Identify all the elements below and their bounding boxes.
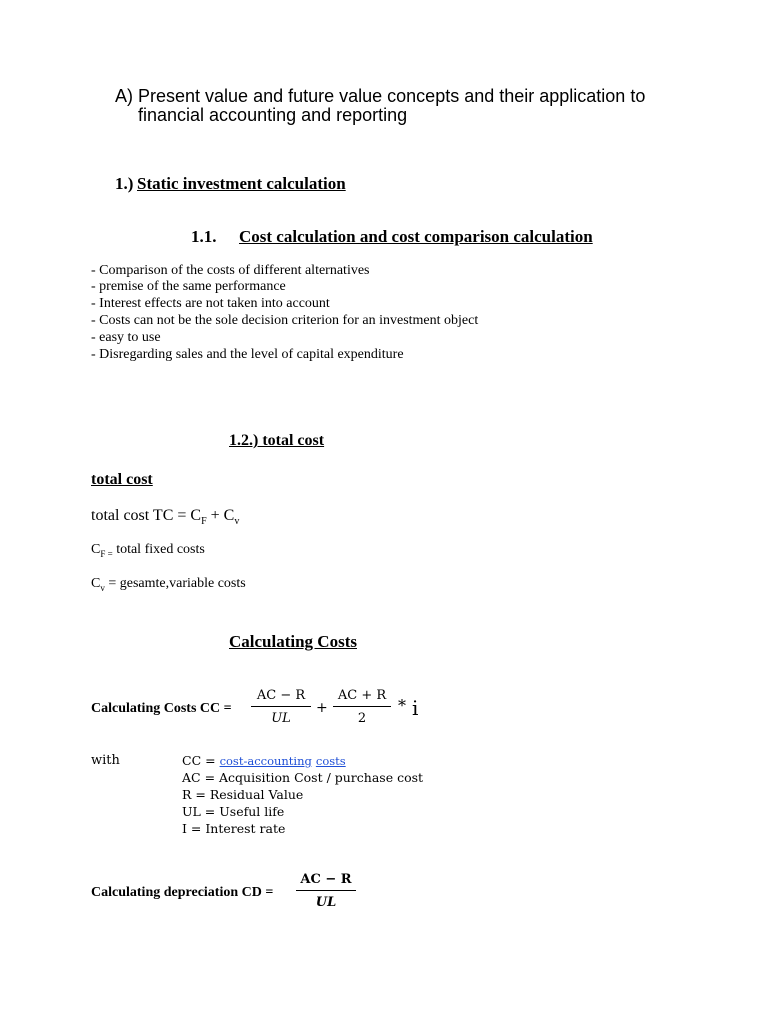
plus-sign: + [316,700,328,716]
definition-i: I = Interest rate [182,821,286,836]
cf-symbol: C [91,542,101,557]
cv-sub: v [100,582,105,593]
fraction-bar [251,706,311,707]
bullet-item: - Comparison of the costs of different alternatives [91,263,370,278]
interest-symbol: i [412,696,419,720]
heading-line-2: financial accounting and reporting [138,105,408,125]
fraction-denominator: UL [315,895,337,910]
depreciation-formula-label: Calculating depreciation CD = [91,885,274,900]
cv-symbol: C [91,576,101,591]
fraction-numerator: AC − R [256,688,306,703]
section-1-title: Static investment calculation [137,174,346,193]
cv-text: = gesamte,variable costs [104,576,246,591]
section-1-2-title: 1.2.) total cost [229,432,325,449]
fraction-bar [296,890,356,891]
fraction-depreciation [296,872,356,910]
multiply-sign: * [398,696,406,715]
section-1-number: 1.) [115,174,134,193]
fraction-ac-minus-r-over-ul [251,688,311,726]
total-cost-formula [91,507,239,527]
calculating-costs-title: Calculating Costs [229,632,357,651]
fraction-denominator: UL [271,711,291,726]
cf-text: total fixed costs [112,542,205,557]
definition-r: R = Residual Value [182,787,304,802]
fraction-numerator: AC + R [337,688,387,703]
cost-accounting-link[interactable]: cost-accounting [219,754,312,768]
definition-ul: UL = Useful life [182,804,285,819]
costs-link[interactable]: costs [315,754,346,768]
fraction-numerator: AC − R [300,872,352,887]
fraction-ac-plus-r-over-2 [333,688,391,726]
bullet-item: - Interest effects are not taken into account [91,296,330,311]
heading-marker: A) [115,86,133,106]
section-1-1-number: 1.1. [191,227,217,246]
section-1-1-title: Cost calculation and cost comparison calculation [239,227,593,246]
cf-sub: F = [100,548,113,559]
bullet-item: - easy to use [91,330,161,345]
definition-cc-prefix: CC = [182,753,220,768]
sub-f: F [201,516,207,528]
definition-cc [182,753,346,768]
definition-ac: AC = Acquisition Cost / purchase cost [182,770,424,785]
bullet-item: - Costs can not be the sole decision criterion for an investment object [91,313,479,328]
sub-v: v [234,516,240,528]
total-cost-formula-plus: + C [206,507,235,524]
cf-definition [91,542,205,559]
fraction-bar [333,706,391,707]
calculating-costs-formula-label: Calculating Costs CC = [91,701,232,716]
fraction-denominator: 2 [357,711,367,726]
bullet-item: - Disregarding sales and the level of capital expenditure [91,347,404,362]
total-cost-formula-prefix: total cost TC = C [91,507,202,524]
total-cost-label: total cost [91,471,153,488]
heading-line-1: Present value and future value concepts and their application to [138,86,646,106]
cv-definition [91,576,246,593]
with-label: with [91,753,120,768]
bullet-item: - premise of the same performance [91,279,286,294]
